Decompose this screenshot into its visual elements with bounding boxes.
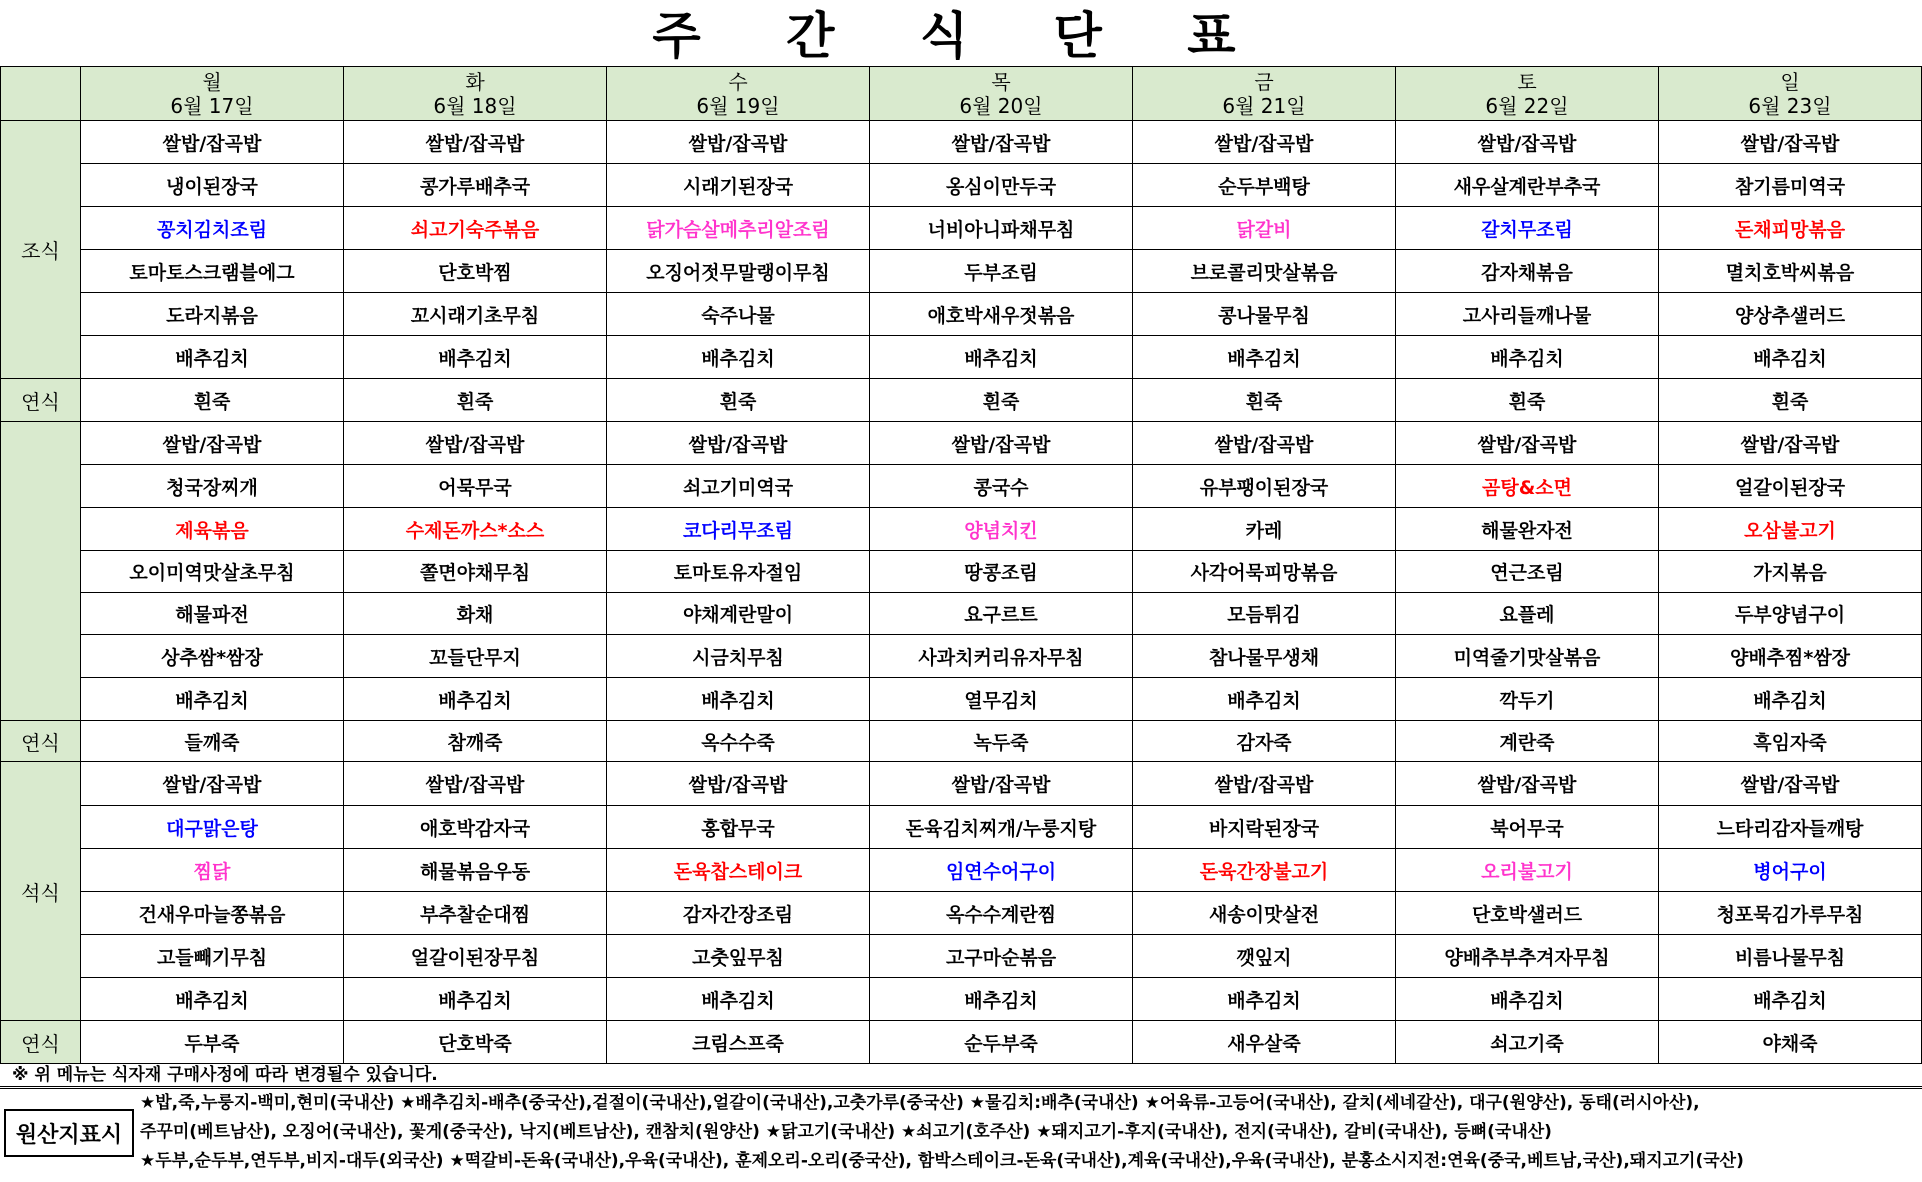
menu-item: 돈육찹스테이크	[607, 849, 870, 892]
dinner-row	[1, 935, 1922, 978]
menu-item: 녹두죽	[870, 721, 1133, 762]
notice-text: ※ 위 메뉴는 식자재 구매사정에 따라 변경될수 있습니다.	[0, 1063, 1922, 1087]
menu-item: 미역줄기맛살볶음	[1396, 635, 1659, 678]
menu-item: 북어무국	[1396, 806, 1659, 849]
menu-item: 어묵무국	[344, 465, 607, 508]
breakfast-row	[1, 250, 1922, 293]
menu-item: 배추김치	[81, 336, 344, 379]
weekly-menu-table	[0, 66, 1922, 1064]
menu-item: 애호박새우젓볶음	[870, 293, 1133, 336]
menu-item: 냉이된장국	[81, 164, 344, 207]
menu-item: 비름나물무침	[1659, 935, 1922, 978]
menu-item: 쌀밥/잡곡밥	[607, 121, 870, 164]
menu-item: 배추김치	[870, 336, 1133, 379]
menu-item: 요구르트	[870, 593, 1133, 635]
origin-lines	[140, 1089, 1918, 1176]
menu-item: 쌀밥/잡곡밥	[1396, 762, 1659, 806]
menu-item: 배추김치	[1659, 336, 1922, 379]
menu-item: 쌀밥/잡곡밥	[607, 422, 870, 465]
menu-item: 배추김치	[1396, 978, 1659, 1021]
menu-item: 쇠고기숙주볶음	[344, 207, 607, 250]
menu-item: 시래기된장국	[607, 164, 870, 207]
menu-item: 두부죽	[81, 1021, 344, 1064]
menu-item: 모듬튀김	[1133, 593, 1396, 635]
menu-item: 수제돈까스*소스	[344, 508, 607, 551]
menu-item: 갈치무조림	[1396, 207, 1659, 250]
dinner-row	[1, 849, 1922, 892]
menu-item: 사과치커리유자무침	[870, 635, 1133, 678]
menu-item: 쌀밥/잡곡밥	[1133, 121, 1396, 164]
menu-item: 해물완자전	[1396, 508, 1659, 551]
menu-item: 배추김치	[1133, 336, 1396, 379]
menu-item: 닭갈비	[1133, 207, 1396, 250]
menu-item: 흰죽	[344, 379, 607, 422]
snack-3-label: 연식	[1, 1021, 81, 1064]
menu-item: 두부양념구이	[1659, 593, 1922, 635]
menu-item: 감자채볶음	[1396, 250, 1659, 293]
menu-item: 쫄면야채무침	[344, 551, 607, 593]
origin-line: 주꾸미(베트남산), 오징어(국내산), 꽃게(중국산), 낙지(베트남산), 캔참치(원양산) ★닭고기(국내산) ★쇠고기(호주산) ★돼지고기-후지(국내산), 전지(국내산), 갈비(국내산), 등뼈(국내산)	[140, 1122, 1552, 1142]
menu-item: 곰탕&소면	[1396, 465, 1659, 508]
menu-item: 열무김치	[870, 678, 1133, 721]
dinner-row	[1, 806, 1922, 849]
menu-item: 배추김치	[870, 978, 1133, 1021]
menu-item: 옹심이만두국	[870, 164, 1133, 207]
menu-item: 브로콜리맛살볶음	[1133, 250, 1396, 293]
day-header	[1659, 67, 1922, 121]
menu-item: 순두부죽	[870, 1021, 1133, 1064]
snack-1-label: 연식	[1, 379, 81, 422]
menu-item: 대구맑은탕	[81, 806, 344, 849]
breakfast-row	[1, 164, 1922, 207]
menu-item: 돈육김치찌개/누룽지탕	[870, 806, 1133, 849]
menu-item: 꼬들단무지	[344, 635, 607, 678]
menu-item: 콩가루배추국	[344, 164, 607, 207]
menu-item: 단호박찜	[344, 250, 607, 293]
menu-item: 감자간장조림	[607, 892, 870, 935]
header-corner	[1, 67, 81, 121]
menu-item: 쌀밥/잡곡밥	[1133, 422, 1396, 465]
menu-item: 도라지볶음	[81, 293, 344, 336]
menu-item: 새우살죽	[1133, 1021, 1396, 1064]
menu-item: 흰죽	[1133, 379, 1396, 422]
day-date: 6월 18일	[433, 93, 517, 118]
menu-item: 양상추샐러드	[1659, 293, 1922, 336]
menu-item: 배추김치	[1133, 678, 1396, 721]
menu-item: 새우살계란부추국	[1396, 164, 1659, 207]
menu-item: 양배추찜*쌈장	[1659, 635, 1922, 678]
day-header	[1133, 67, 1396, 121]
lunch-row	[1, 678, 1922, 721]
menu-item: 옥수수계란찜	[870, 892, 1133, 935]
menu-item: 느타리감자들깨탕	[1659, 806, 1922, 849]
menu-item: 콩나물무침	[1133, 293, 1396, 336]
day-header	[1396, 67, 1659, 121]
day-header	[81, 67, 344, 121]
menu-item: 쌀밥/잡곡밥	[1396, 121, 1659, 164]
menu-item: 단호박죽	[344, 1021, 607, 1064]
menu-item: 양념치킨	[870, 508, 1133, 551]
dinner-label: 석식	[1, 762, 81, 1021]
menu-item: 닭가슴살메추리알조림	[607, 207, 870, 250]
menu-item: 꽁치김치조림	[81, 207, 344, 250]
day-date: 6월 20일	[959, 93, 1043, 118]
menu-item: 크림스프죽	[607, 1021, 870, 1064]
menu-item: 건새우마늘쫑볶음	[81, 892, 344, 935]
menu-item: 배추김치	[607, 978, 870, 1021]
dinner-row	[1, 892, 1922, 935]
menu-item: 쌀밥/잡곡밥	[1659, 422, 1922, 465]
day-date: 6월 22일	[1485, 93, 1569, 118]
breakfast-row	[1, 293, 1922, 336]
menu-item: 깍두기	[1396, 678, 1659, 721]
menu-item: 흰죽	[870, 379, 1133, 422]
menu-item: 야채계란말이	[607, 593, 870, 635]
menu-item: 고구마순볶음	[870, 935, 1133, 978]
menu-item: 얼갈이된장무침	[344, 935, 607, 978]
menu-item: 배추김치	[607, 678, 870, 721]
menu-item: 배추김치	[81, 678, 344, 721]
day-name: 일	[1780, 69, 1800, 94]
menu-item: 배추김치	[344, 336, 607, 379]
menu-item: 배추김치	[81, 978, 344, 1021]
menu-item: 꼬시래기초무침	[344, 293, 607, 336]
snack-3-row	[1, 1021, 1922, 1064]
menu-item: 너비아니파채무침	[870, 207, 1133, 250]
menu-item: 청국장찌개	[81, 465, 344, 508]
day-header	[607, 67, 870, 121]
day-name: 수	[728, 69, 748, 94]
header-row	[1, 67, 1922, 121]
menu-item: 쌀밥/잡곡밥	[607, 762, 870, 806]
menu-item: 고춧잎무침	[607, 935, 870, 978]
menu-item: 쌀밥/잡곡밥	[81, 422, 344, 465]
menu-item: 숙주나물	[607, 293, 870, 336]
menu-item: 배추김치	[344, 678, 607, 721]
menu-item: 쌀밥/잡곡밥	[81, 762, 344, 806]
menu-item: 얼갈이된장국	[1659, 465, 1922, 508]
menu-item: 참깨죽	[344, 721, 607, 762]
menu-item: 깻잎지	[1133, 935, 1396, 978]
day-date: 6월 21일	[1222, 93, 1306, 118]
menu-item: 쌀밥/잡곡밥	[1659, 121, 1922, 164]
menu-item: 상추쌈*쌈장	[81, 635, 344, 678]
menu-item: 새송이맛살전	[1133, 892, 1396, 935]
menu-item: 애호박감자국	[344, 806, 607, 849]
breakfast-label: 조식	[1, 121, 81, 379]
menu-item: 고사리들깨나물	[1396, 293, 1659, 336]
menu-item: 순두부백탕	[1133, 164, 1396, 207]
menu-item: 사각어묵피망볶음	[1133, 551, 1396, 593]
menu-item: 토마토유자절임	[607, 551, 870, 593]
menu-item: 배추김치	[1659, 678, 1922, 721]
origin-line: ★밥,죽,누룽지-백미,현미(국내산) ★배추김치-배추(중국산),겉절이(국내산),얼갈이(국내산),고춧가루(중국산) ★물김치:배추(국내산) ★어육류-고등어(국내산), 갈치(세네갈산), 대구(원양산), 동태(러시아산),	[140, 1093, 1700, 1113]
menu-item: 배추김치	[344, 978, 607, 1021]
menu-item: 카레	[1133, 508, 1396, 551]
dinner-row	[1, 978, 1922, 1021]
menu-item: 쌀밥/잡곡밥	[1659, 762, 1922, 806]
menu-item: 시금치무침	[607, 635, 870, 678]
menu-item: 야채죽	[1659, 1021, 1922, 1064]
menu-item: 오징어젓무말랭이무침	[607, 250, 870, 293]
menu-item: 참나물무생채	[1133, 635, 1396, 678]
menu-item: 부추찰순대찜	[344, 892, 607, 935]
menu-item: 계란죽	[1396, 721, 1659, 762]
day-date: 6월 19일	[696, 93, 780, 118]
menu-item: 화채	[344, 593, 607, 635]
menu-item: 연근조림	[1396, 551, 1659, 593]
page-title: 주 간 식 단 표	[652, 7, 1270, 65]
menu-item: 배추김치	[607, 336, 870, 379]
menu-item: 쌀밥/잡곡밥	[81, 121, 344, 164]
menu-item: 흰죽	[1396, 379, 1659, 422]
menu-item: 병어구이	[1659, 849, 1922, 892]
lunch-row	[1, 465, 1922, 508]
menu-item: 청포묵김가루무침	[1659, 892, 1922, 935]
day-date: 6월 17일	[170, 93, 254, 118]
lunch-row	[1, 508, 1922, 551]
menu-item: 가지볶음	[1659, 551, 1922, 593]
origin-section	[0, 1088, 1922, 1182]
menu-item: 고들빼기무침	[81, 935, 344, 978]
menu-item: 찜닭	[81, 849, 344, 892]
menu-item: 토마토스크램블에그	[81, 250, 344, 293]
menu-item: 배추김치	[1659, 978, 1922, 1021]
lunch-row	[1, 422, 1922, 465]
menu-item: 흰죽	[1659, 379, 1922, 422]
menu-item: 해물파전	[81, 593, 344, 635]
menu-item: 멸치호박씨볶음	[1659, 250, 1922, 293]
day-header	[870, 67, 1133, 121]
menu-item: 해물볶음우동	[344, 849, 607, 892]
breakfast-row	[1, 121, 1922, 164]
menu-item: 쌀밥/잡곡밥	[344, 762, 607, 806]
menu-item: 오리불고기	[1396, 849, 1659, 892]
menu-item: 바지락된장국	[1133, 806, 1396, 849]
snack-2-row	[1, 721, 1922, 762]
lunch-label	[1, 422, 81, 721]
menu-item: 두부조림	[870, 250, 1133, 293]
menu-item: 콩국수	[870, 465, 1133, 508]
day-name: 토	[1517, 69, 1537, 94]
menu-item: 양배추부추겨자무침	[1396, 935, 1659, 978]
menu-item: 돈육간장불고기	[1133, 849, 1396, 892]
menu-item: 단호박샐러드	[1396, 892, 1659, 935]
menu-item: 감자죽	[1133, 721, 1396, 762]
origin-line: ★두부,순두부,연두부,비지-대두(외국산) ★떡갈비-돈육(국내산),우육(국내산), 훈제오리-오리(중국산), 함박스테이크-돈육(국내산),계육(국내산),우육(국내산), 분홍소시지전:연육(중국,베트남,국산),돼지고기(국산)	[140, 1151, 1744, 1171]
day-name: 금	[1254, 69, 1274, 94]
menu-item: 코다리무조림	[607, 508, 870, 551]
lunch-row	[1, 593, 1922, 635]
menu-item: 쇠고기죽	[1396, 1021, 1659, 1064]
lunch-row	[1, 551, 1922, 593]
day-name: 월	[202, 69, 222, 94]
menu-item: 오삼불고기	[1659, 508, 1922, 551]
menu-item: 오이미역맛살초무침	[81, 551, 344, 593]
menu-item: 임연수어구이	[870, 849, 1133, 892]
menu-item: 쌀밥/잡곡밥	[1396, 422, 1659, 465]
menu-item: 돈채피망볶음	[1659, 207, 1922, 250]
day-header	[344, 67, 607, 121]
menu-item: 쌀밥/잡곡밥	[870, 422, 1133, 465]
lunch-row	[1, 635, 1922, 678]
menu-item: 유부팽이된장국	[1133, 465, 1396, 508]
menu-item: 흰죽	[607, 379, 870, 422]
menu-item: 쇠고기미역국	[607, 465, 870, 508]
breakfast-row	[1, 336, 1922, 379]
menu-item: 요플레	[1396, 593, 1659, 635]
menu-item: 쌀밥/잡곡밥	[870, 121, 1133, 164]
menu-item: 쌀밥/잡곡밥	[344, 121, 607, 164]
menu-item: 쌀밥/잡곡밥	[870, 762, 1133, 806]
day-name: 화	[465, 69, 485, 94]
menu-item: 참기름미역국	[1659, 164, 1922, 207]
day-date: 6월 23일	[1748, 93, 1832, 118]
menu-item: 땅콩조림	[870, 551, 1133, 593]
dinner-row	[1, 762, 1922, 806]
menu-item: 배추김치	[1133, 978, 1396, 1021]
menu-item: 홍합무국	[607, 806, 870, 849]
snack-1-row	[1, 379, 1922, 422]
menu-item: 들깨죽	[81, 721, 344, 762]
breakfast-row	[1, 207, 1922, 250]
menu-item: 흰죽	[81, 379, 344, 422]
snack-2-label: 연식	[1, 721, 81, 762]
menu-item: 흑임자죽	[1659, 721, 1922, 762]
menu-item: 옥수수죽	[607, 721, 870, 762]
menu-item: 제육볶음	[81, 508, 344, 551]
menu-item: 배추김치	[1396, 336, 1659, 379]
menu-item: 쌀밥/잡곡밥	[344, 422, 607, 465]
menu-item: 쌀밥/잡곡밥	[1133, 762, 1396, 806]
origin-label: 원산지표시	[4, 1109, 134, 1157]
day-name: 목	[991, 69, 1011, 94]
